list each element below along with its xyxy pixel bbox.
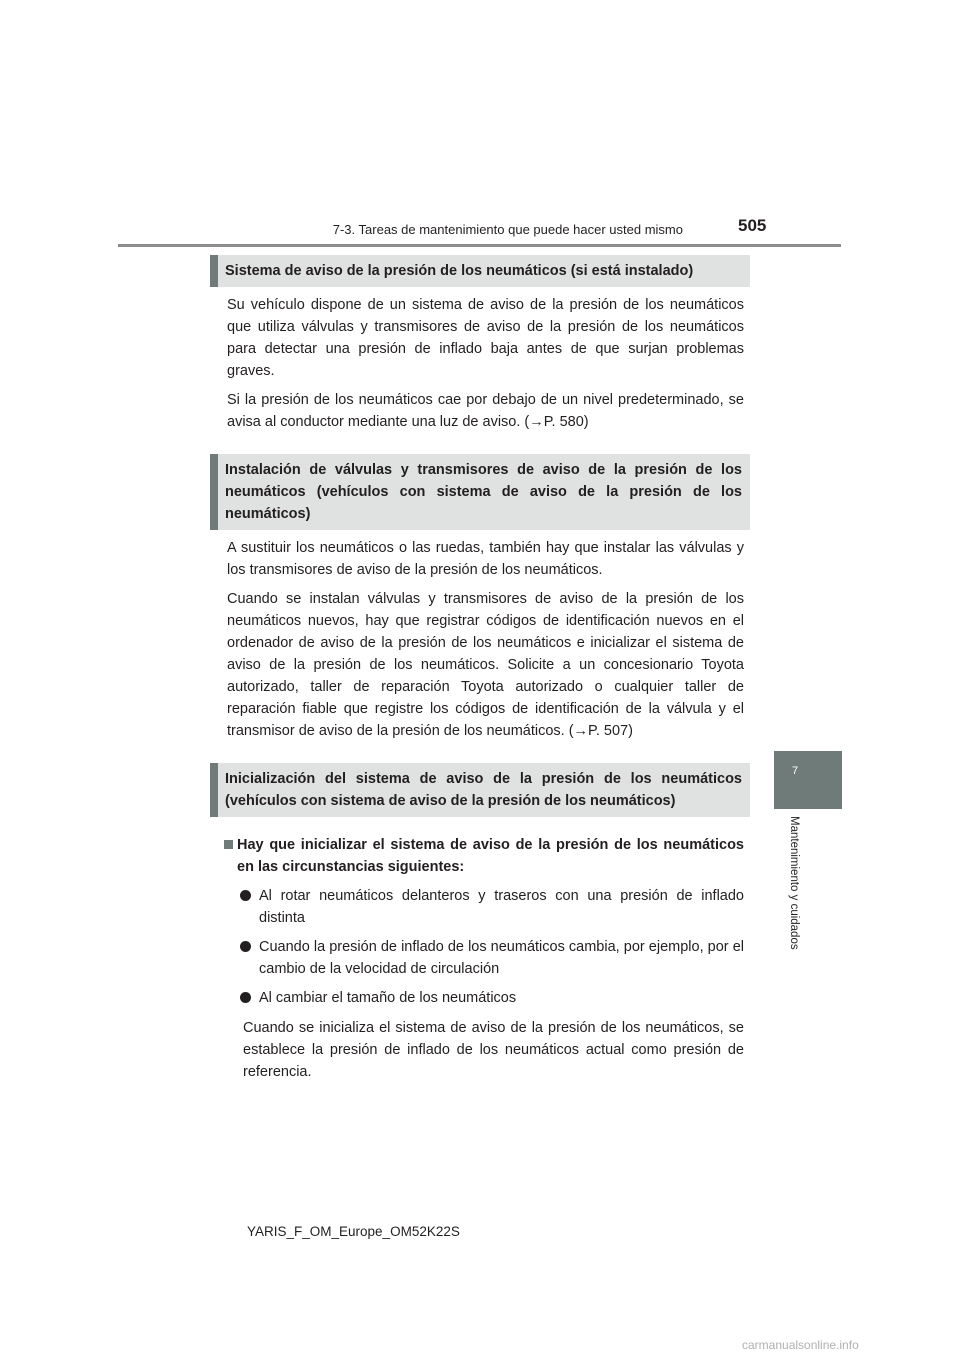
chapter-tab [774, 751, 842, 809]
bullet-dot-icon [240, 936, 259, 980]
list-item [240, 987, 744, 1010]
list-item-text: Cuando la presión de inflado de los neumáticos cambia, por ejemplo, por el cambio de la velocidad de circulación [259, 939, 744, 977]
bullet-dot-icon [240, 987, 259, 1010]
page-content [210, 255, 750, 1083]
subheading [224, 834, 744, 878]
square-bullet-icon [224, 834, 237, 878]
header-rule [118, 244, 841, 247]
chapter-number: 7 [792, 765, 799, 777]
paragraph: Su vehículo dispone de un sistema de aviso de la presión de los neumáticos que utiliza válvulas y transmisores de aviso de la presión de los neumáticos para detectar una presión de inflado baja antes de que surjan problemas graves. [227, 297, 744, 379]
page-number: 505 [738, 216, 767, 235]
footer-document-code: YARIS_F_OM_Europe_OM52K22S [247, 1224, 460, 1239]
subheading-text: Hay que inicializar el sistema de aviso de la presión de los neumáticos en las circunstancias siguientes: [237, 837, 744, 875]
section-heading-tpms: Sistema de aviso de la presión de los neumáticos (si está instalado) [210, 255, 750, 287]
closing-paragraph: Cuando se inicializa el sistema de aviso de la presión de los neumáticos, se establece la presión de inflado de los neumáticos actual como presión de referencia. [243, 1020, 744, 1080]
watermark: carmanualsonline.info [742, 1338, 859, 1352]
running-header-section-title: 7-3. Tareas de mantenimiento que puede hacer usted mismo [332, 222, 683, 237]
paragraph: Si la presión de los neumáticos cae por debajo de un nivel predeterminado, se avisa al conductor mediante una luz de aviso. (→P. 580) [227, 392, 744, 430]
list-item-text: Al rotar neumáticos delanteros y traseros con una presión de inflado distinta [259, 888, 744, 926]
section-heading-valve-installation: Instalación de válvulas y transmisores de aviso de la presión de los neumáticos (vehículos con sistema de aviso de la presión de los neumáticos) [210, 454, 750, 530]
list-item [240, 936, 744, 980]
list-item [240, 885, 744, 929]
list-item-text: Al cambiar el tamaño de los neumáticos [259, 990, 517, 1006]
chapter-name-vertical: Mantenimiento y cuidados [788, 816, 800, 950]
paragraph: Cuando se instalan válvulas y transmisores de aviso de la presión de los neumáticos nuevos, hay que registrar códigos de identificación nuevos en el ordenador de aviso de la presión de los neumáticos e inicializar el sistema de aviso de la presión de los neumáticos. Solicite a un concesionario Toyota autorizado, taller de reparación Toyota autorizado o cualquier taller de reparación fiable que registre los códigos de identificación de la válvula y el transmisor de aviso de la presión de los neumáticos. (→P. 507) [227, 591, 744, 739]
bullet-dot-icon [240, 885, 259, 929]
section-heading-initialization: Inicialización del sistema de aviso de la presión de los neumáticos (vehículos con sistema de aviso de la presión de los neumáticos) [210, 763, 750, 817]
paragraph: A sustituir los neumáticos o las ruedas, también hay que instalar las válvulas y los transmisores de aviso de la presión de los neumáticos. [227, 540, 744, 578]
